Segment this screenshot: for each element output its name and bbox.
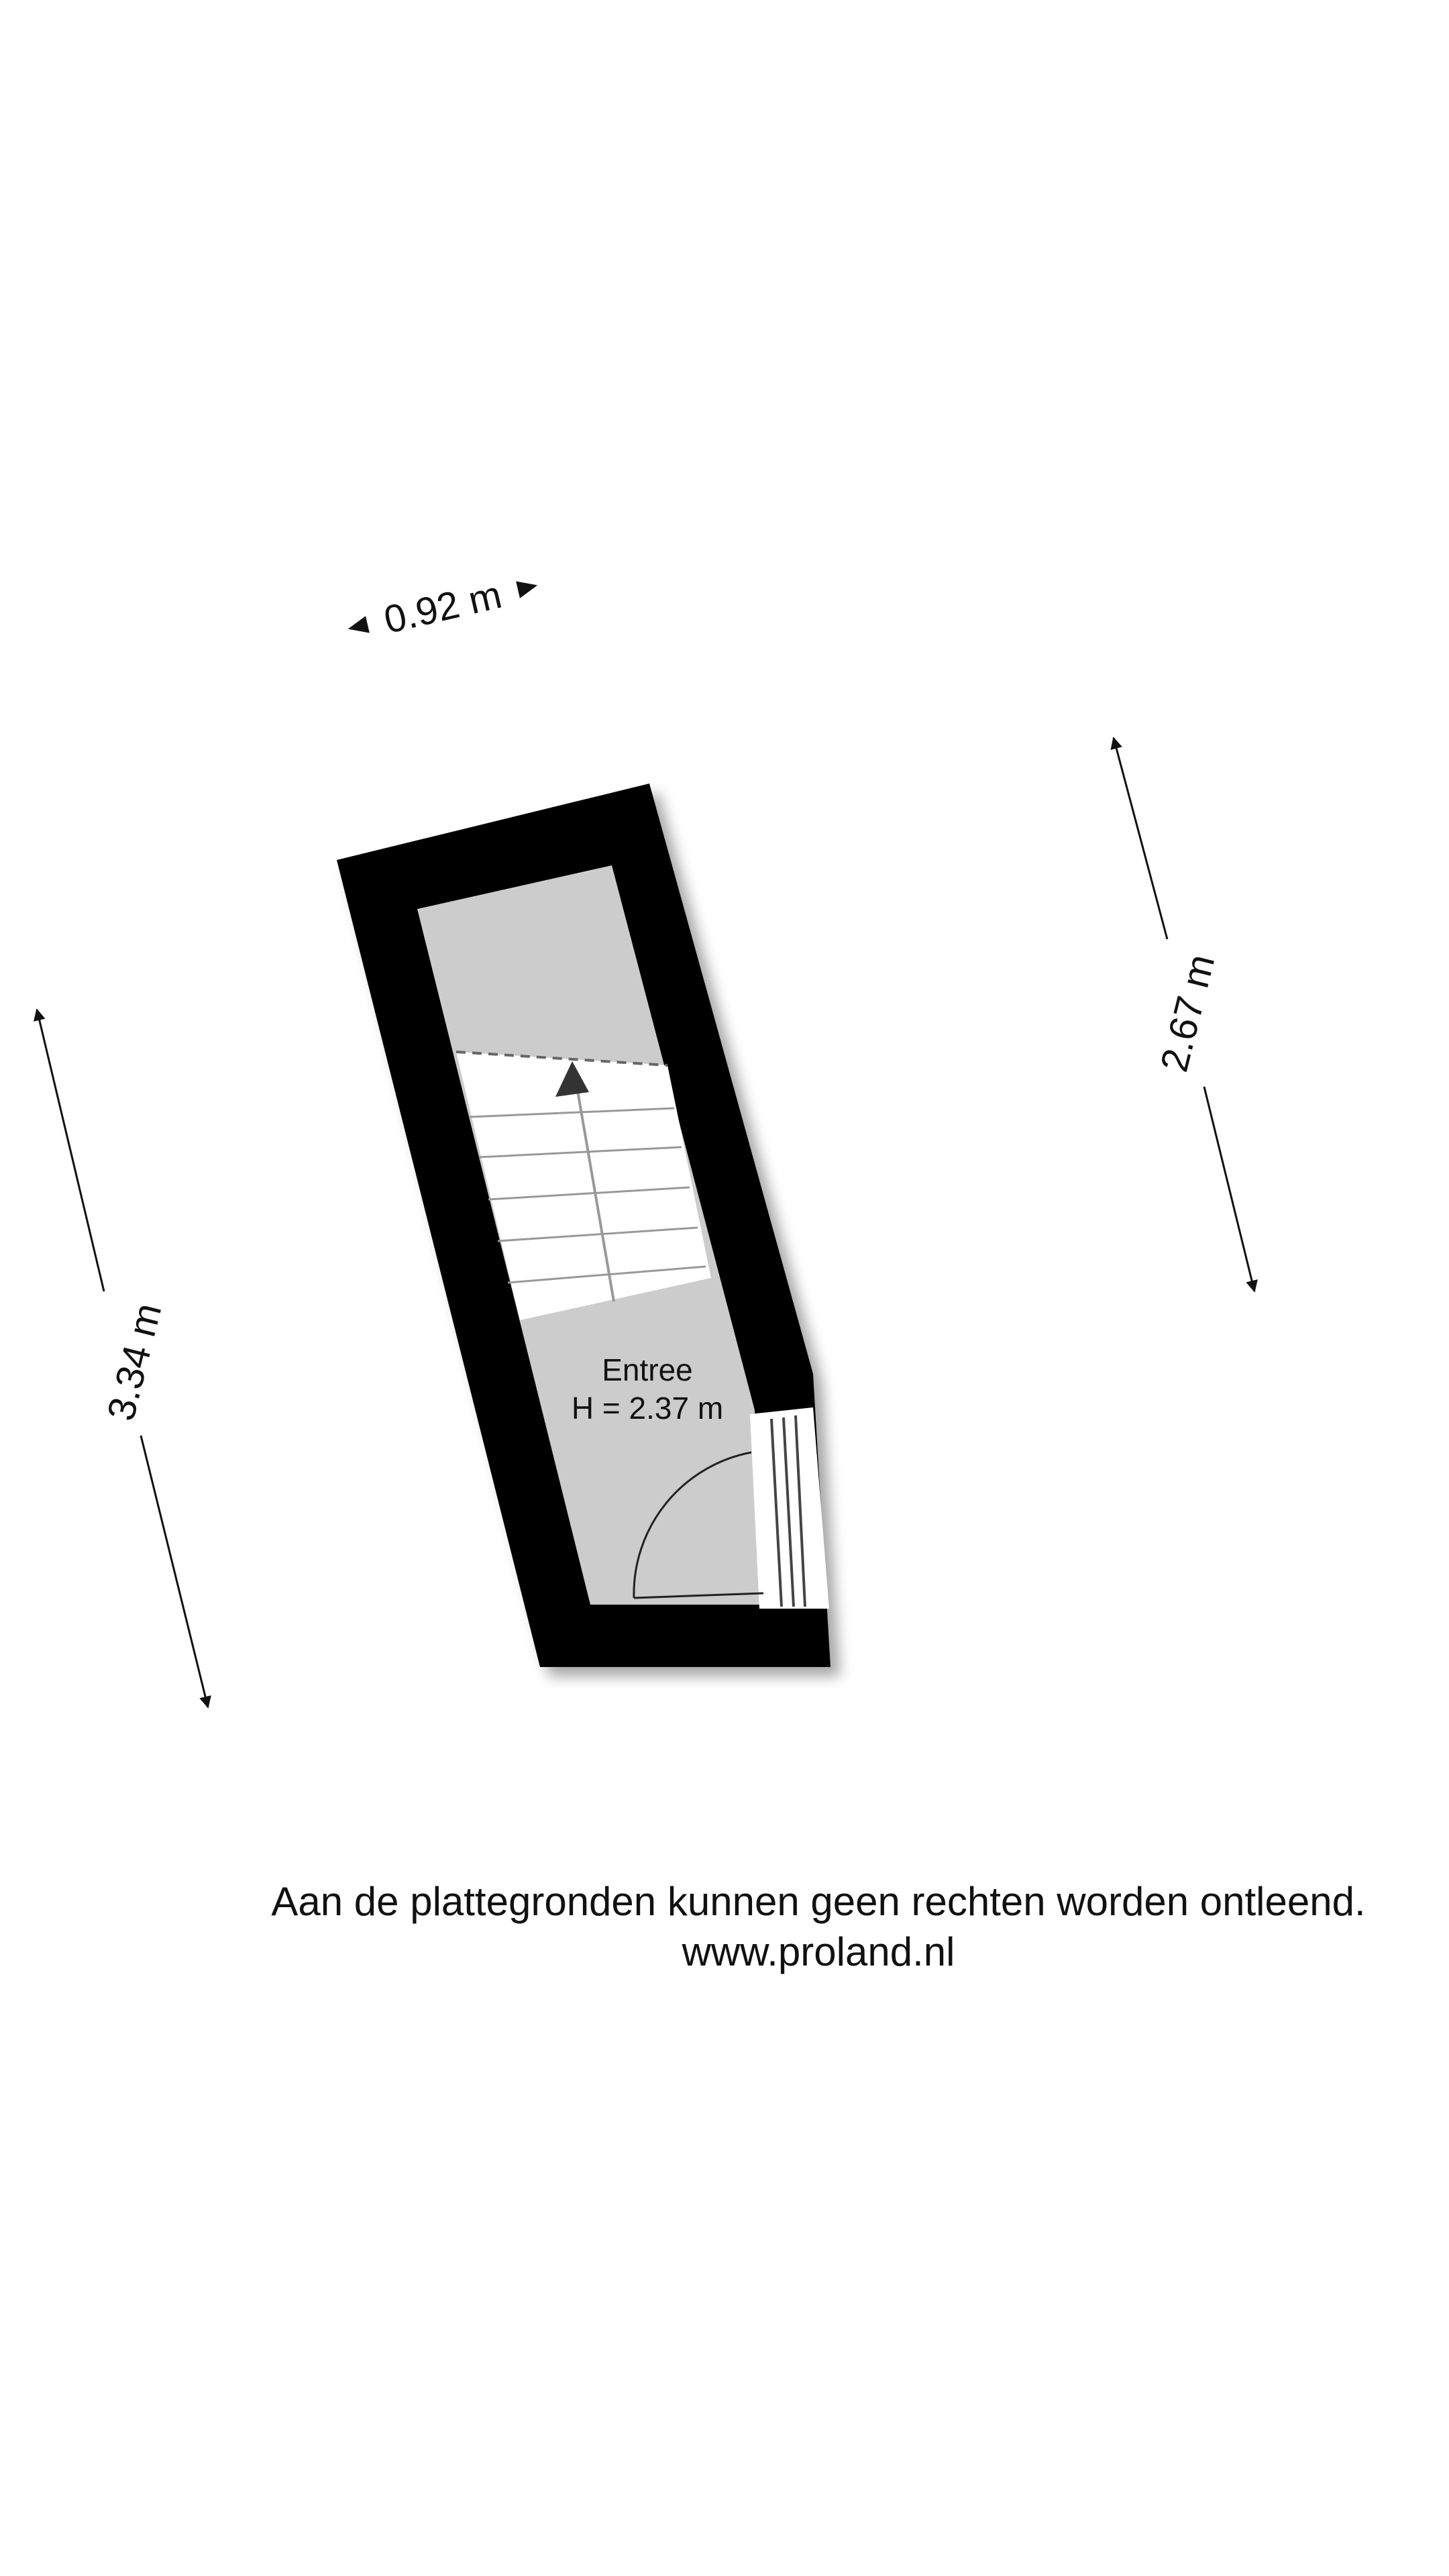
dimension-arrow-left	[346, 616, 370, 637]
dimension-right-line-upper	[1114, 738, 1167, 939]
website-link[interactable]: www.proland.nl	[682, 1929, 955, 1974]
dimension-left-label: 3.34 m	[99, 1299, 170, 1426]
dimension-top-label: 0.92 m	[380, 572, 506, 643]
dimension-top	[343, 564, 543, 651]
room-height: H = 2.37 m	[571, 1391, 724, 1426]
dimension-left-line-upper	[37, 1010, 104, 1291]
dimension-right-line-lower	[1204, 1087, 1254, 1291]
disclaimer-text: Aan de plattegronden kunnen geen rechten worden ontleend.	[271, 1879, 1366, 1924]
room-name: Entree	[602, 1352, 693, 1387]
dimension-right-label: 2.67 m	[1152, 950, 1224, 1077]
dimension-left-line-lower	[141, 1436, 208, 1707]
dimension-arrow-right	[516, 577, 539, 598]
